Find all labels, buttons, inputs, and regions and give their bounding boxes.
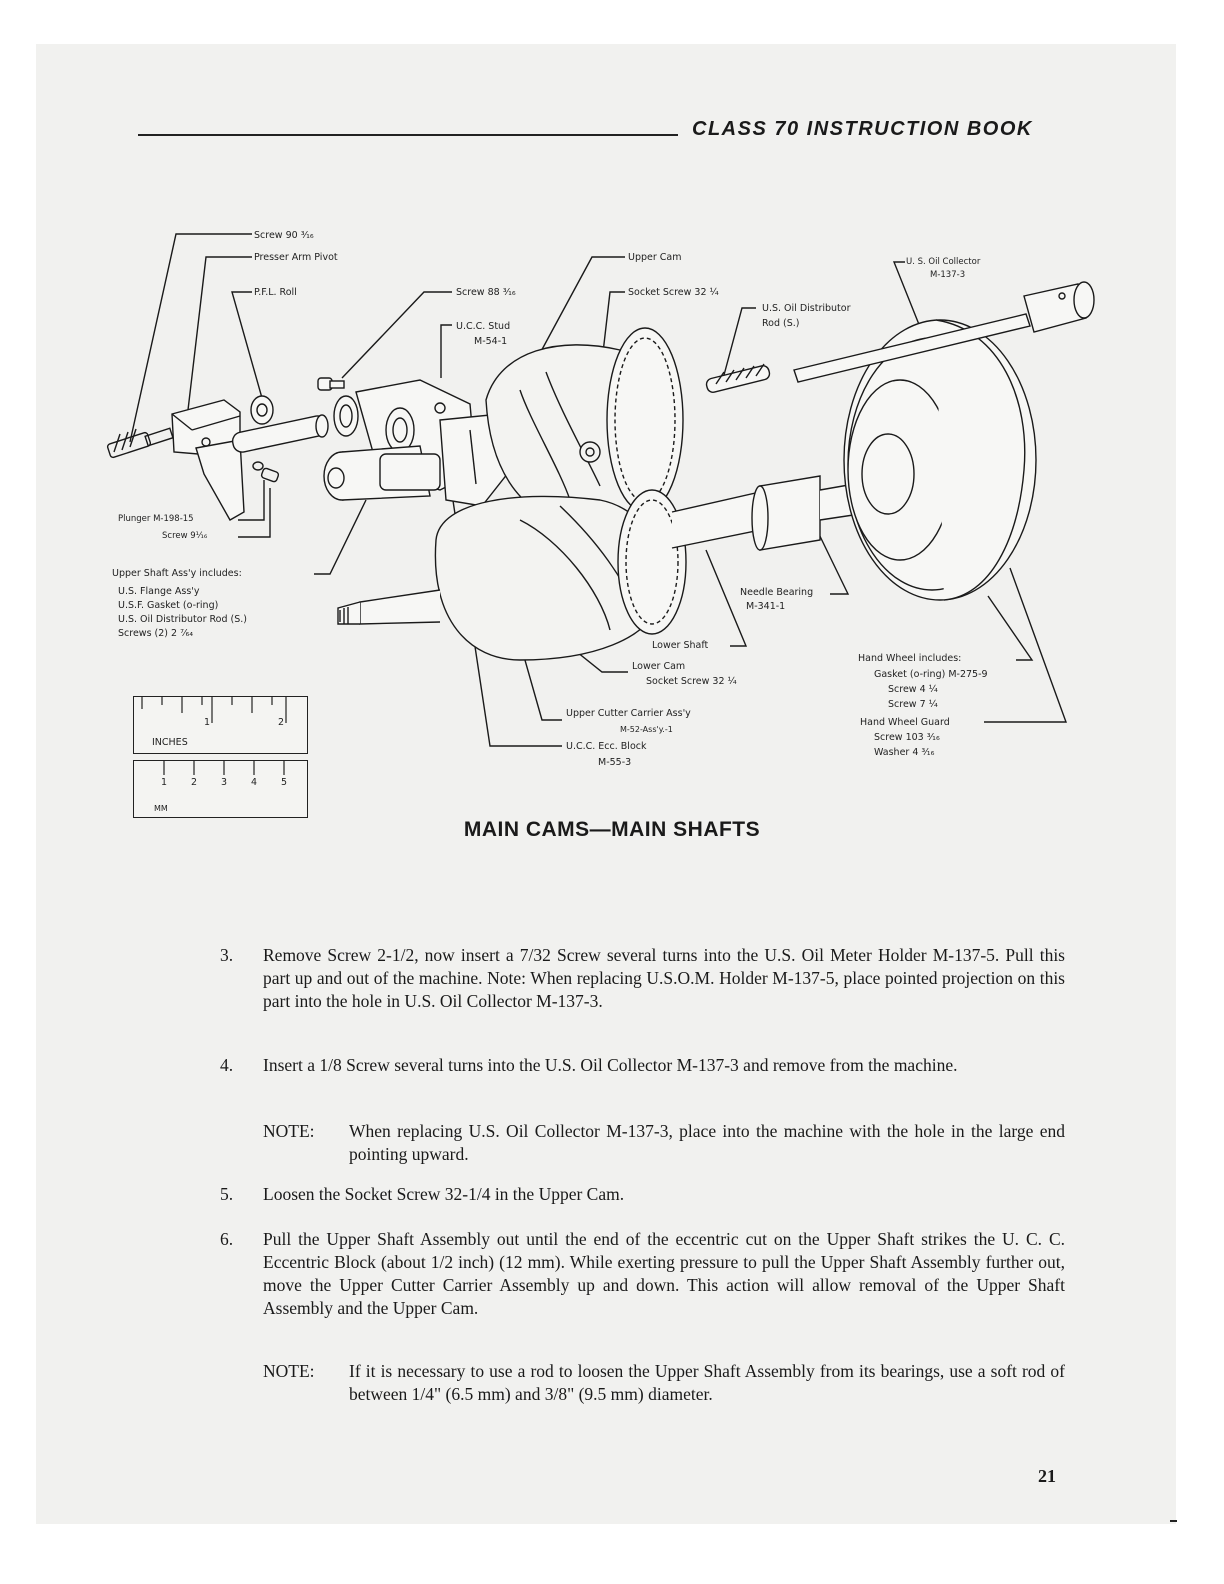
step-number: 3. [220, 945, 234, 965]
label-needle-bearing-part-no: M-341-1 [746, 601, 786, 612]
page-number: 21 [1038, 1466, 1056, 1486]
label-oil-collector: U. S. Oil Collector [906, 257, 981, 267]
leader-line [441, 325, 452, 378]
plunger-part [253, 462, 279, 482]
ruler-mm-tick-2: 2 [191, 777, 198, 788]
label-pfl-roll: P.F.L. Roll [254, 287, 297, 298]
leader-line [706, 550, 746, 646]
step-number: 6. [220, 1229, 234, 1249]
step-number: 4. [220, 1055, 234, 1075]
step-text: Pull the Upper Shaft Assembly out until the end of the eccentric cut on the Upper Shaft strikes the U. C. C. Eccentric Block (about 1/2 inch) (12 mm). While exerting pressure to pull the Upper Shaft Assembly further out, move the Upper Cutter Carrier Assembly up and down. This action will allow removal of the Upper Shaft Assembly and the Upper Cam. [263, 1229, 1065, 1318]
label-gasket-o-ring: Gasket (o-ring) M-275-9 [874, 669, 988, 680]
label-ucc-stud-part-no: M-54-1 [474, 336, 508, 347]
ruler-inches-label: INCHES [152, 737, 188, 748]
label-hand-wheel-guard: Hand Wheel Guard [860, 717, 950, 728]
corner-mark [1170, 1520, 1177, 1522]
leader-line [314, 500, 366, 574]
label-oil-distributor-rod: Rod (S.) [762, 318, 800, 329]
label-screw-90: Screw 90 ³⁄₁₆ [254, 230, 314, 241]
label-oil-collector-part-no: M-137-3 [930, 270, 966, 280]
step-text: Remove Screw 2-1/2, now insert a 7/32 Screw several turns into the U.S. Oil Meter Holder M-137-5. Pull this part up and out of the machine. Note: When replacing U.S.O.M. Holder M-137-5, place pointed projection on this part into the hole in U.S. Oil Collector M-137-3. [263, 945, 1065, 1011]
label-ucc-ecc-block: U.C.C. Ecc. Block [566, 741, 647, 752]
label-us-flange: U.S. Flange Ass'y [118, 586, 200, 597]
ruler-inches [133, 696, 308, 754]
leader-line [232, 292, 262, 398]
label-screw-103: Screw 103 ³⁄₁₆ [874, 732, 940, 743]
screw-88-part [318, 378, 344, 390]
step-text: Insert a 1/8 Screw several turns into the U.S. Oil Collector M-137-3 and remove from the machine. [263, 1055, 958, 1075]
note-label: NOTE: [263, 1121, 315, 1141]
label-presser-arm-pivot: Presser Arm Pivot [254, 252, 338, 263]
leader-line [724, 308, 756, 375]
label-screws-2: Screws (2) 2 ⁷⁄₆₄ [118, 628, 194, 639]
label-us-oil-rod: U.S. Oil Distributor Rod (S.) [118, 614, 248, 625]
note-text: If it is necessary to use a rod to loosen the Upper Shaft Assembly from its bearings, use a soft rod of between 1/4" (6.5 mm) and 3/8" (9.5 mm) diameter. [349, 1361, 1065, 1404]
ruler-mm-label: MM [154, 804, 168, 813]
leader-line [816, 528, 848, 594]
header-title: CLASS 70 INSTRUCTION BOOK [692, 118, 1033, 140]
note-text: When replacing U.S. Oil Collector M-137-3, place into the machine with the hole in the large end pointing upward. [349, 1121, 1065, 1164]
leader-line [188, 257, 252, 410]
label-ucc-ecc-block-part-no: M-55-3 [598, 757, 632, 768]
ruler-mm-tick-5: 5 [281, 777, 288, 788]
leader-line [984, 568, 1066, 722]
upper-gear-part [607, 328, 683, 512]
screw-90-part [107, 428, 173, 458]
label-screw-88: Screw 88 ³⁄₁₆ [456, 287, 516, 298]
label-upper-cutter-carrier-part-no: M-52-Ass'y.-1 [620, 725, 673, 734]
label-needle-bearing: Needle Bearing [740, 587, 814, 598]
label-upper-cam: Upper Cam [628, 252, 682, 263]
label-socket-screw-lower: Socket Screw 32 ¼ [646, 676, 737, 687]
ruler-inches-tick-1: 1 [204, 717, 211, 728]
label-lower-shaft: Lower Shaft [652, 640, 709, 651]
step-number: 5. [220, 1184, 234, 1204]
figure-caption: MAIN CAMS—MAIN SHAFTS [463, 818, 761, 841]
ruler-mm [133, 760, 308, 818]
pfl-roll-part [251, 396, 273, 424]
ruler-mm-tick-3: 3 [221, 777, 228, 788]
step-text: Loosen the Socket Screw 32-1/4 in the Upper Cam. [263, 1184, 625, 1204]
leader-line [342, 292, 452, 378]
presser-arm-pivot-part [172, 400, 329, 520]
ruler-mm-tick-4: 4 [251, 777, 258, 788]
label-ucc-stud: U.C.C. Stud [456, 321, 511, 332]
label-lower-cam: Lower Cam [632, 661, 686, 672]
label-upper-shaft-includes: Upper Shaft Ass'y includes: [112, 568, 242, 579]
leader-line [894, 262, 922, 332]
leader-line [988, 596, 1032, 660]
label-screw-7: Screw 7 ¼ [888, 699, 938, 710]
label-hand-wheel-includes: Hand Wheel includes: [858, 653, 962, 664]
label-upper-cutter-carrier: Upper Cutter Carrier Ass'y [566, 708, 691, 719]
upper-shaft-assembly-part [324, 446, 440, 500]
label-usf-gasket: U.S.F. Gasket (o-ring) [118, 600, 219, 611]
oil-distributor-rod-part [705, 364, 770, 394]
label-screw-4: Screw 4 ¼ [888, 684, 938, 695]
label-screw-9: Screw 9¹⁄₁₆ [162, 531, 208, 541]
label-washer-4: Washer 4 ³⁄₁₆ [874, 747, 935, 758]
ruler-inches-tick-2: 2 [278, 717, 285, 728]
label-socket-screw-upper: Socket Screw 32 ¼ [628, 287, 719, 298]
lower-shaft-end-part [338, 590, 440, 624]
label-oil-distributor: U.S. Oil Distributor [762, 303, 851, 314]
label-plunger: Plunger M-198-15 [118, 514, 194, 524]
note-label: NOTE: [263, 1361, 315, 1381]
ruler-mm-tick-1: 1 [161, 777, 168, 788]
